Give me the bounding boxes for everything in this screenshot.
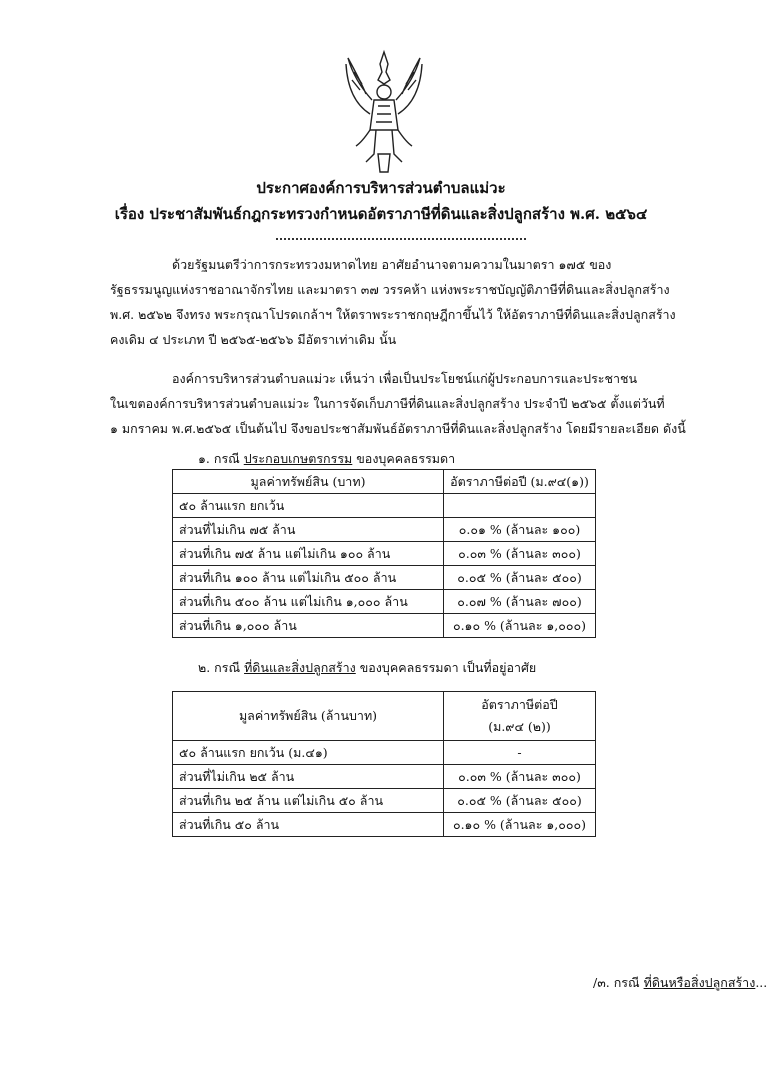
tax-rate-cell: - (444, 741, 596, 765)
property-value-cell: ส่วนที่เกิน ๗๕ ล้าน แต่ไม่เกิน ๑๐๐ ล้าน (173, 542, 444, 566)
table-row (173, 789, 596, 813)
tax-rate-cell: ๐.๐๑ % (ล้านละ ๑๐๐) (444, 518, 596, 542)
tax-rate-cell: ๐.๑๐ % (ล้านละ ๑,๐๐๐) (444, 614, 596, 638)
paragraph2-line2: ในเขตองค์การบริหารส่วนตำบลแม่วะ ในการจัดเก็บภาษีที่ดินและสิ่งปลูกสร้าง ประจำปี ๒๕๖๕ ตั้งแต่วันที่ (110, 396, 665, 411)
property-value-cell: ส่วนที่เกิน ๒๕ ล้าน แต่ไม่เกิน ๕๐ ล้าน (173, 789, 444, 813)
section2-category: ที่ดินและสิ่งปลูกสร้าง (244, 660, 356, 675)
paragraph2-line1: องค์การบริหารส่วนตำบลแม่วะ เห็นว่า เพื่อเป็นประโยชน์แก่ผู้ประกอบการและประชาชน (172, 371, 638, 386)
garuda-emblem-icon (342, 50, 426, 174)
tax-rate-cell: ๐.๐๕ % (ล้านละ ๕๐๐) (444, 789, 596, 813)
property-value-cell: ส่วนที่เกิน ๑๐๐ ล้าน แต่ไม่เกิน ๕๐๐ ล้าน (173, 566, 444, 590)
table-row (173, 614, 596, 638)
table-row (173, 518, 596, 542)
section2-suffix: ของบุคคลธรรมดา เป็นที่อยู่อาศัย (359, 660, 537, 675)
table-row (173, 590, 596, 614)
section1-heading (198, 446, 455, 471)
table-header-row (173, 692, 596, 741)
continuation-category: ที่ดินหรือสิ่งปลูกสร้าง (643, 975, 756, 990)
paragraph2-line3: ๑ มกราคม พ.ศ.๒๕๖๕ เป็นต้นไป จึงขอประชาสัมพันธ์อัตราภาษีที่ดินและสิ่งปลูกสร้าง โดยมีรายละเอียด ดังนี้ (110, 421, 686, 436)
table-row (173, 765, 596, 789)
section1-suffix: ของบุคคลธรรมดา (356, 451, 456, 466)
paragraph1-line2: รัฐธรรมนูญแห่งราชอาณาจักรไทย และมาตรา ๓๗ วรรคห้า แห่งพระราชบัญญัติภาษีที่ดินและสิ่งปลูกสร้าง (110, 282, 670, 297)
section1-prefix: ๑. กรณี (198, 451, 240, 466)
section1-category: ประกอบเกษตรกรรม (243, 451, 353, 466)
property-value-cell: ส่วนที่เกิน ๑,๐๐๐ ล้าน (173, 614, 444, 638)
table-row (173, 813, 596, 837)
tax-rate-cell: ๐.๐๓ % (ล้านละ ๓๐๐) (444, 765, 596, 789)
rate-header-line1: อัตราภาษีต่อปี (481, 697, 558, 712)
paragraph1-line4: คงเดิม ๔ ประเภท ปี ๒๕๖๕-๒๕๖๖ มีอัตราเท่าเดิม นั้น (110, 332, 397, 347)
announcement-title: ประกาศองค์การบริหารส่วนตำบลแม่วะ (256, 179, 506, 197)
continuation-suffix: ... (755, 975, 767, 990)
table-row (173, 494, 596, 518)
rate-header-line2: (ม.๙๔ (๒)) (488, 719, 551, 734)
announcement-subject: เรื่อง ประชาสัมพันธ์กฎกระทรวงกำหนดอัตราภาษีที่ดินและสิ่งปลูกสร้าง พ.ศ. ๒๕๖๔ (114, 205, 648, 223)
value-column-header: มูลค่าทรัพย์สิน (ล้านบาท) (173, 692, 444, 741)
property-value-cell: ส่วนที่ไม่เกิน ๒๕ ล้าน (173, 765, 444, 789)
tax-rate-cell: ๐.๐๓ % (ล้านละ ๓๐๐) (444, 542, 596, 566)
tax-rate-cell: ๐.๐๗ % (ล้านละ ๗๐๐) (444, 590, 596, 614)
table-row (173, 542, 596, 566)
property-value-cell: ๕๐ ล้านแรก ยกเว้น (ม.๔๑) (173, 741, 444, 765)
section2-heading (198, 655, 536, 680)
property-value-cell: ส่วนที่เกิน ๕๐๐ ล้าน แต่ไม่เกิน ๑,๐๐๐ ล้าน (173, 590, 444, 614)
rate-column-header: อัตราภาษีต่อปี (ม.๙๔(๑)) (444, 470, 596, 494)
table-row (173, 741, 596, 765)
residential-tax-table (172, 691, 596, 837)
tax-rate-cell: ๐.๑๐ % (ล้านละ ๑,๐๐๐) (444, 813, 596, 837)
agriculture-tax-table (172, 469, 596, 638)
paragraph1-line3: พ.ศ. ๒๕๖๒ จึงทรง พระกรุณาโปรดเกล้าฯ ให้ตราพระราชกฤษฎีกาขึ้นไว้ ให้อัตราภาษีที่ดินและสิ่งปลูกสร้าง (110, 307, 676, 322)
value-column-header: มูลค่าทรัพย์สิน (บาท) (173, 470, 444, 494)
table-row (173, 566, 596, 590)
paragraph1-line1: ด้วยรัฐมนตรีว่าการกระทรวงมหาดไทย อาศัยอำนาจตามความในมาตรา ๑๗๕ ของ (172, 257, 612, 272)
continuation-prefix: /๓. กรณี (593, 975, 640, 990)
tax-rate-cell: ๐.๐๕ % (ล้านละ ๕๐๐) (444, 566, 596, 590)
tax-rate-cell (444, 494, 596, 518)
section2-prefix: ๒. กรณี (198, 660, 241, 675)
property-value-cell: ส่วนที่ไม่เกิน ๗๕ ล้าน (173, 518, 444, 542)
table-header-row (173, 470, 596, 494)
property-value-cell: ส่วนที่เกิน ๕๐ ล้าน (173, 813, 444, 837)
property-value-cell: ๕๐ ล้านแรก ยกเว้น (173, 494, 444, 518)
continuation-note (593, 973, 767, 993)
rate-column-header (444, 692, 596, 741)
title-divider (276, 238, 526, 240)
